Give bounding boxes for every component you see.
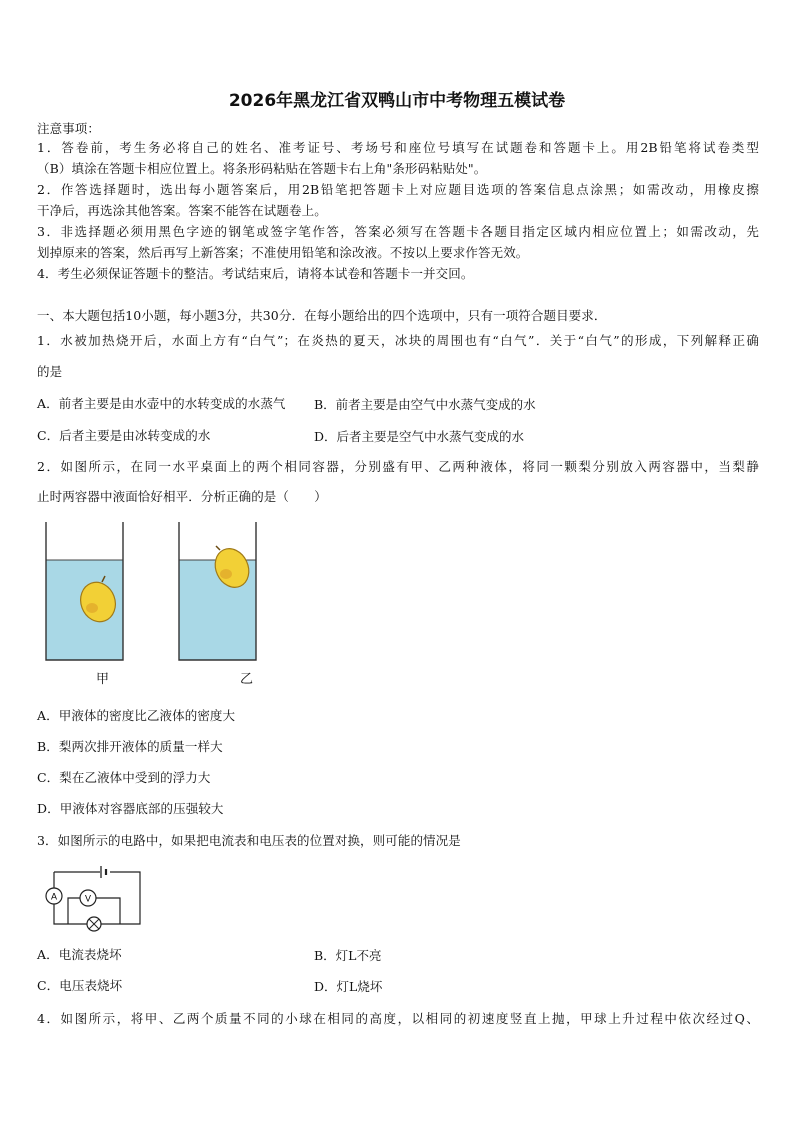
q3-option-b: B．灯L不亮 [314, 948, 382, 963]
ammeter-label: A [50, 891, 58, 902]
q2-option-a: A．甲液体的密度比乙液体的密度大 [37, 708, 236, 723]
q1-option-b: B．前者主要是由空气中水蒸气变成的水 [314, 397, 536, 412]
q3-option-d: D．灯L烧坏 [314, 979, 383, 994]
battery-symbol [101, 866, 106, 878]
question-2-stem: 2．如图所示，在同一水平桌面上的两个相同容器，分别盛有甲、乙两种液体，将同一颗梨分别放入两容器中，当梨静 [37, 459, 759, 474]
figure-label-jia: 甲 [96, 672, 110, 687]
q1-option-a: A．前者主要是由水壶中的水转变成的水蒸气 [37, 396, 286, 411]
q2-option-c: C．梨在乙液体中受到的浮力大 [37, 770, 211, 785]
question-1-stem: 1．水被加热烧开后，水面上方有“白气”；在炎热的夏天，冰块的周围也有“白气”．关于“白气”的形成，下列解释正确 [37, 333, 759, 348]
question-2-stem-cont: 止时两容器中液面恰好相平．分析正确的是（ ） [37, 489, 327, 504]
notice-item: 2．作答选择题时，选出每小题答案后，用2B铅笔把答题卡上对应题目选项的答案信息点涂黑；如需改动，用橡皮擦 [37, 182, 759, 197]
question-3-stem: 3．如图所示的电路中，如果把电流表和电压表的位置对换，则可能的情况是 [37, 833, 461, 848]
notice-item: （B）填涂在答题卡相应位置上。将条形码粘贴在答题卡右上角"条形码粘贴处"。 [37, 161, 487, 176]
q1-option-c: C．后者主要是由冰转变成的水 [37, 428, 211, 443]
voltmeter-symbol [80, 890, 96, 906]
notice-item: 干净后，再选涂其他答案。答案不能答在试题卷上。 [37, 203, 327, 218]
notice-heading: 注意事项： [37, 121, 101, 136]
q1-option-d: D．后者主要是空气中水蒸气变成的水 [314, 429, 525, 444]
q2-option-d: D．甲液体对容器底部的压强较大 [37, 801, 224, 816]
q3-option-a: A．电流表烧坏 [37, 947, 122, 962]
circuit-diagram [40, 862, 150, 932]
q3-option-c: C．电压表烧坏 [37, 978, 123, 993]
ammeter-symbol [46, 888, 62, 904]
question-4-stem: 4．如图所示，将甲、乙两个质量不同的小球在相同的高度，以相同的初速度竖直上抛，甲球上升过程中依次经过Q、 [37, 1011, 759, 1026]
voltmeter-label: V [84, 893, 92, 904]
section-heading: 一、本大题包括10小题，每小题3分，共30分．在每小题给出的四个选项中，只有一项符合题目要求． [37, 308, 607, 323]
page-title: 2026年黑龙江省双鸭山市中考物理五模试卷 [228, 91, 566, 111]
notice-item: 4．考生必须保证答题卡的整洁。考试结束后，请将本试卷和答题卡一并交回。 [37, 266, 474, 281]
q2-option-b: B．梨两次排开液体的质量一样大 [37, 739, 223, 754]
containers-figure [40, 520, 280, 665]
notice-item: 划掉原来的答案，然后再写上新答案；不准使用铅笔和涂改液。不按以上要求作答无效。 [37, 245, 529, 260]
lamp-symbol [87, 917, 101, 931]
notice-item: 1．答卷前，考生务必将自己的姓名、准考证号、考场号和座位号填写在试题卷和答题卡上。用2B铅笔将试卷类型 [37, 140, 759, 155]
figure-label-yi: 乙 [240, 672, 254, 687]
notice-item: 3．非选择题必须用黑色字迹的钢笔或签字笔作答，答案必须写在答题卡各题目指定区域内相应位置上；如需改动，先 [37, 224, 759, 239]
question-1-stem-cont: 的是 [37, 364, 63, 379]
